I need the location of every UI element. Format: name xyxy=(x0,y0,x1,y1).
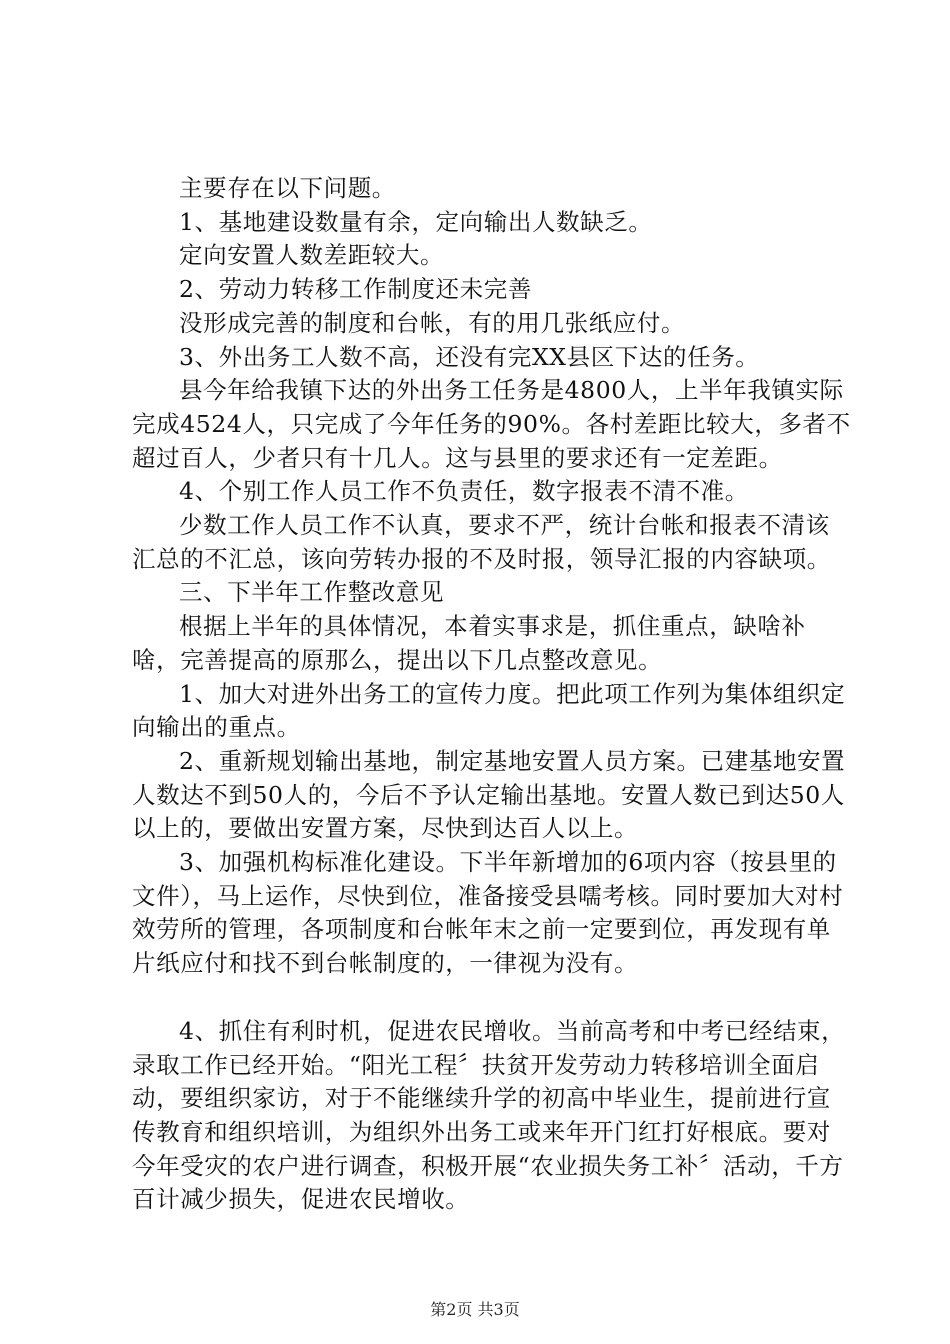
paragraph-issue-1-title: 1、基地建设数量有余，定向输出人数缺乏。 xyxy=(179,207,653,236)
paragraph-measure-4: 4、抓住有利时机，促进农民增收。当前高考和中考已经结束，录取工作已经开始。“阳光工程〞扶贫开发劳动力转移培训全面启动，要组织家访，对于不能继续升学的初高中毕业生，提前进行宣传教育和组织培训，为组织外出务工或来年开门红打好根底。要对今年受灾的农户进行调查，积极开展“农业损失务工补〞活动，千方百计减少损失，促进农民增收。 xyxy=(132,1016,846,1214)
paragraph-issue-1-body: 定向安置人数差距较大。 xyxy=(179,241,445,270)
paragraph-issue-4-title: 4、个别工作人员工作不负责任，数字报表不清不准。 xyxy=(179,477,749,506)
paragraph-issue-2-body: 没形成完善的制度和台帐，有的用几张纸应付。 xyxy=(179,308,686,337)
paragraph-issues-intro: 主要存在以下问题。 xyxy=(179,174,396,202)
page-footer: 第2页 共3页 xyxy=(430,1300,520,1319)
paragraph-issue-3-body: 县今年给我镇下达的外出务工任务是4800人，上半年我镇实际完成4524人，只完成了今年任务的90%。各村差距比较大，多者不超过百人，少者只有十几人。这与县里的要求还有一定差距。 xyxy=(132,376,851,472)
paragraph-measure-2: 2、重新规划输出基地，制定基地安置人员方案。已建基地安置人数达不到50人的，今后不予认定输出基地。安置人数已到达50人以上的，要做出安置方案，尽快到达百人以上。 xyxy=(132,746,846,843)
paragraph-issue-4-body: 少数工作人员工作不认真，要求不严，统计台帐和报表不清该汇总的不汇总，该向劳转办报的不及时报，领导汇报的内容缺项。 xyxy=(132,511,831,573)
paragraph-issue-3-title: 3、外出务工人数不高，还没有完XX县区下达的任务。 xyxy=(179,342,760,371)
paragraph-measure-1: 1、加大对进外出务工的宣传力度。把此项工作列为集体组织定向输出的重点。 xyxy=(132,679,846,742)
paragraph-measure-3: 3、加强机构标准化建设。下半年新增加的6项内容（按县里的文件），马上运作，尽快到位，准备接受县嚅考核。同时要加大对村效劳所的管理，各项制度和台帐年末之前一定要到位，再发现有单片纸应付和找不到台帐制度的，一律视为没有。 xyxy=(132,848,844,978)
paragraph-rectification-intro: 根据上半年的具体情况，本着实事求是，抓住重点，缺啥补啥，完善提高的原那么，提出以下几点整改意见。 xyxy=(132,612,806,674)
section-heading-rectification: 三、下半年工作整改意见 xyxy=(179,578,445,607)
paragraph-gap xyxy=(132,981,852,1015)
paragraph-issue-2-title: 2、劳动力转移工作制度还未完善 xyxy=(179,275,532,304)
document-body xyxy=(132,172,852,1217)
